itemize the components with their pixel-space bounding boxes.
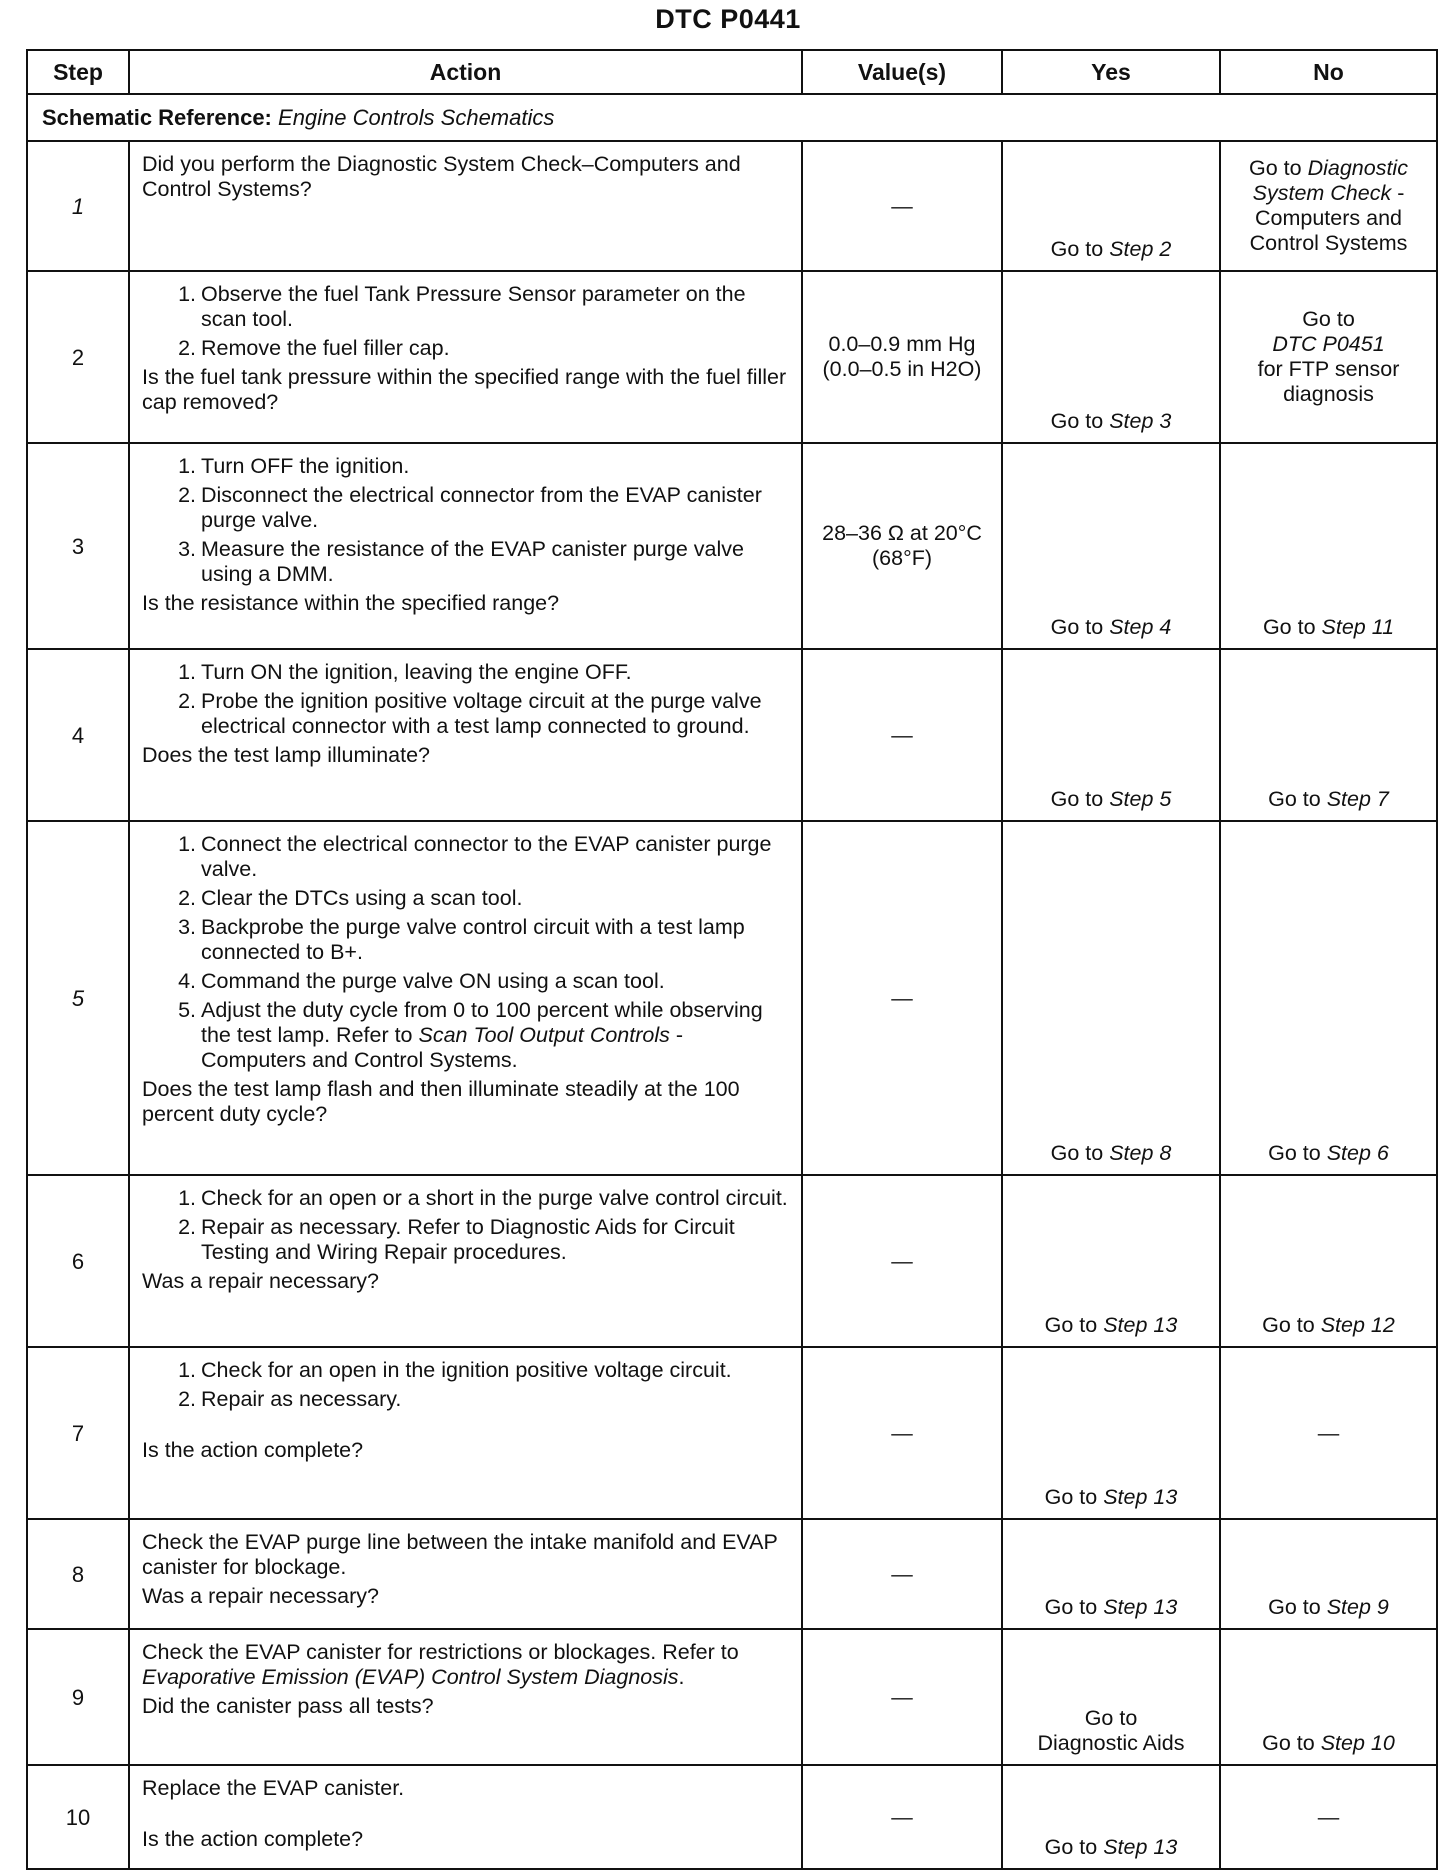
yes-step-ref: Step 8 [1109, 1141, 1172, 1165]
action-list [142, 1358, 791, 1412]
action-list [142, 454, 791, 587]
no-cell: — [1220, 1347, 1437, 1519]
action-cell [129, 821, 802, 1175]
yes-prefix: Go to [1050, 1141, 1110, 1165]
no-cell [1220, 271, 1437, 443]
yes-prefix: Go to [1044, 1595, 1104, 1619]
action-item: 3. Backprobe the purge valve control circuit with a test lamp connected to B+. [178, 915, 745, 964]
yes-prefix: Go to [1044, 1835, 1104, 1859]
step-number: 9 [27, 1629, 129, 1765]
yes-prefix: Go to [1050, 409, 1110, 433]
header-yes: Yes [1002, 50, 1220, 94]
no-step-ref: Step 9 [1326, 1595, 1389, 1619]
table-row [27, 1347, 1437, 1519]
no-step-ref: Step 10 [1320, 1731, 1395, 1755]
action-text: Check the EVAP purge line between the intake manifold and EVAP canister for blockage. [142, 1530, 778, 1579]
action-question: Does the test lamp flash and then illuminate steadily at the 100 percent duty cycle? [142, 1077, 740, 1126]
no-cell: — [1220, 1765, 1437, 1869]
schematic-row [27, 94, 1437, 141]
action-cell [129, 1629, 802, 1765]
value-cell: — [802, 141, 1002, 271]
no-suffix: for FTP sensor diagnosis [1257, 357, 1400, 406]
yes-step-ref: Step 5 [1109, 787, 1172, 811]
table-row [27, 141, 1437, 271]
no-cell [1220, 821, 1437, 1175]
schematic-reference [27, 94, 1437, 141]
schematic-label: Schematic Reference: [42, 105, 272, 130]
action-text: Check the EVAP canister for restrictions or blockages. Refer to Evaporative Emission (EVAP) Control System Diagnosis. [142, 1640, 739, 1689]
action-item: 1. Connect the electrical connector to the EVAP canister purge valve. [178, 832, 772, 881]
no-step-ref: Step 7 [1326, 787, 1389, 811]
value-cell: 28–36 Ω at 20°C (68°F) [802, 443, 1002, 649]
yes-step-ref: Step 2 [1109, 237, 1172, 261]
no-prefix: Go to [1262, 615, 1322, 639]
yes-cell [1002, 271, 1220, 443]
step-number: 8 [27, 1519, 129, 1629]
no-prefix: Go to [1262, 1731, 1321, 1755]
step-number: 4 [27, 649, 129, 821]
yes-step-ref: Step 13 [1103, 1835, 1178, 1859]
yes-cell [1002, 1175, 1220, 1347]
action-cell [129, 443, 802, 649]
yes-ref: Diagnostic Aids [1037, 1731, 1185, 1755]
diagnostic-table [26, 49, 1438, 1870]
action-question: Did the canister pass all tests? [142, 1694, 434, 1718]
yes-prefix: Go to [1050, 237, 1110, 261]
action-list [142, 832, 791, 1073]
header-row [27, 50, 1437, 94]
action-item: 2. Disconnect the electrical connector from the EVAP canister purge valve. [178, 483, 762, 532]
step-number: 7 [27, 1347, 129, 1519]
no-prefix: Go to [1302, 307, 1355, 331]
action-cell [129, 1519, 802, 1629]
step-number: 10 [27, 1765, 129, 1869]
no-cell [1220, 1175, 1437, 1347]
action-cell [129, 1347, 802, 1519]
no-prefix: Go to [1268, 1595, 1327, 1619]
value-cell: 0.0–0.9 mm Hg (0.0–0.5 in H2O) [802, 271, 1002, 443]
no-ref: Diagnostic System Check [1252, 156, 1408, 205]
action-question: Does the test lamp illuminate? [142, 743, 431, 767]
page-title: DTC P0441 [655, 4, 801, 34]
no-cell [1220, 1519, 1437, 1629]
header-values: Value(s) [802, 50, 1002, 94]
action-item: 1. Check for an open or a short in the purge valve control circuit. [178, 1186, 788, 1210]
step-number: 5 [27, 821, 129, 1175]
yes-step-ref: Step 4 [1109, 615, 1172, 639]
action-item: 2. Probe the ignition positive voltage circuit at the purge valve electrical connector with a test lamp connected to ground. [178, 689, 762, 738]
no-cell [1220, 1629, 1437, 1765]
action-cell [129, 141, 802, 271]
yes-prefix: Go to [1050, 615, 1110, 639]
action-text: Replace the EVAP canister. [142, 1776, 405, 1800]
action-item: 2. Repair as necessary. Refer to Diagnostic Aids for Circuit Testing and Wiring Repair procedures. [178, 1215, 735, 1264]
action-item: 1. Check for an open in the ignition positive voltage circuit. [178, 1358, 732, 1382]
yes-step-ref: Step 13 [1103, 1595, 1178, 1619]
action-cell [129, 1765, 802, 1869]
no-ref: DTC P0451 [1272, 332, 1385, 356]
yes-cell [1002, 1629, 1220, 1765]
no-step-ref: Step 11 [1321, 615, 1395, 639]
action-item: 3. Measure the resistance of the EVAP canister purge valve using a DMM. [178, 537, 744, 586]
action-question: Was a repair necessary? [142, 1584, 379, 1608]
action-question: Was a repair necessary? [142, 1269, 379, 1293]
yes-step-ref: Step 13 [1103, 1485, 1178, 1509]
yes-prefix: Go to [1044, 1485, 1104, 1509]
table-row [27, 271, 1437, 443]
action-item: 1. Turn ON the ignition, leaving the engine OFF. [178, 660, 632, 684]
action-item: 1. Turn OFF the ignition. [178, 454, 410, 478]
action-list [142, 282, 791, 361]
action-list [142, 1186, 791, 1265]
value-cell: — [802, 1629, 1002, 1765]
yes-cell [1002, 649, 1220, 821]
action-ref: Evaporative Emission (EVAP) Control System Diagnosis [142, 1665, 679, 1689]
value-cell: — [802, 1175, 1002, 1347]
action-question: Is the resistance within the specified range? [142, 591, 560, 615]
yes-cell [1002, 443, 1220, 649]
table-row [27, 649, 1437, 821]
yes-cell [1002, 141, 1220, 271]
schematic-value: Engine Controls Schematics [278, 105, 555, 130]
action-cell [129, 271, 802, 443]
action-question: Is the action complete? [142, 1827, 364, 1851]
value-cell: — [802, 1519, 1002, 1629]
no-step-ref: Step 6 [1326, 1141, 1389, 1165]
action-question: Is the fuel tank pressure within the specified range with the fuel filler cap removed? [142, 365, 787, 414]
header-action: Action [129, 50, 802, 94]
no-prefix: Go to [1249, 156, 1308, 180]
header-no: No [1220, 50, 1437, 94]
value-cell: — [802, 649, 1002, 821]
step-number: 1 [27, 141, 129, 271]
table-row [27, 1765, 1437, 1869]
no-step-ref: Step 12 [1320, 1313, 1395, 1337]
step-number: 6 [27, 1175, 129, 1347]
action-item: 1. Observe the fuel Tank Pressure Sensor parameter on the scan tool. [178, 282, 746, 331]
action-item: 4. Command the purge valve ON using a scan tool. [178, 969, 665, 993]
table-row [27, 443, 1437, 649]
action-ref: Scan Tool Output Controls [418, 1023, 670, 1047]
yes-cell [1002, 1765, 1220, 1869]
step-number: 3 [27, 443, 129, 649]
no-prefix: Go to [1268, 787, 1327, 811]
yes-cell [1002, 1347, 1220, 1519]
action-item: 2. Remove the fuel filler cap. [178, 336, 450, 360]
no-prefix: Go to [1262, 1313, 1321, 1337]
table-row [27, 1519, 1437, 1629]
no-cell [1220, 649, 1437, 821]
yes-step-ref: Step 13 [1103, 1313, 1178, 1337]
yes-step-ref: Step 3 [1109, 409, 1172, 433]
header-step: Step [27, 50, 129, 94]
action-text: Did you perform the Diagnostic System Check–Computers and Control Systems? [142, 152, 741, 201]
action-item: 5. Adjust the duty cycle from 0 to 100 percent while observing the test lamp. Refer to Scan Tool Output Controls - Computers and Control Systems. [178, 998, 763, 1072]
action-question: Is the action complete? [142, 1438, 364, 1462]
table-row [27, 1175, 1437, 1347]
yes-cell [1002, 1519, 1220, 1629]
action-item: 2. Repair as necessary. [178, 1387, 402, 1411]
action-item: 2. Clear the DTCs using a scan tool. [178, 886, 523, 910]
action-cell [129, 1175, 802, 1347]
value-cell: — [802, 821, 1002, 1175]
no-suffix: - Computers and Control Systems [1249, 181, 1408, 255]
action-cell [129, 649, 802, 821]
no-cell [1220, 443, 1437, 649]
value-cell: — [802, 1347, 1002, 1519]
step-number: 2 [27, 271, 129, 443]
action-list [142, 660, 791, 739]
no-prefix: Go to [1268, 1141, 1327, 1165]
yes-prefix: Go to [1044, 1313, 1104, 1337]
yes-prefix: Go to [1050, 787, 1110, 811]
no-cell [1220, 141, 1437, 271]
yes-prefix: Go to [1084, 1706, 1138, 1730]
yes-cell [1002, 821, 1220, 1175]
table-row [27, 821, 1437, 1175]
value-cell: — [802, 1765, 1002, 1869]
table-row [27, 1629, 1437, 1765]
